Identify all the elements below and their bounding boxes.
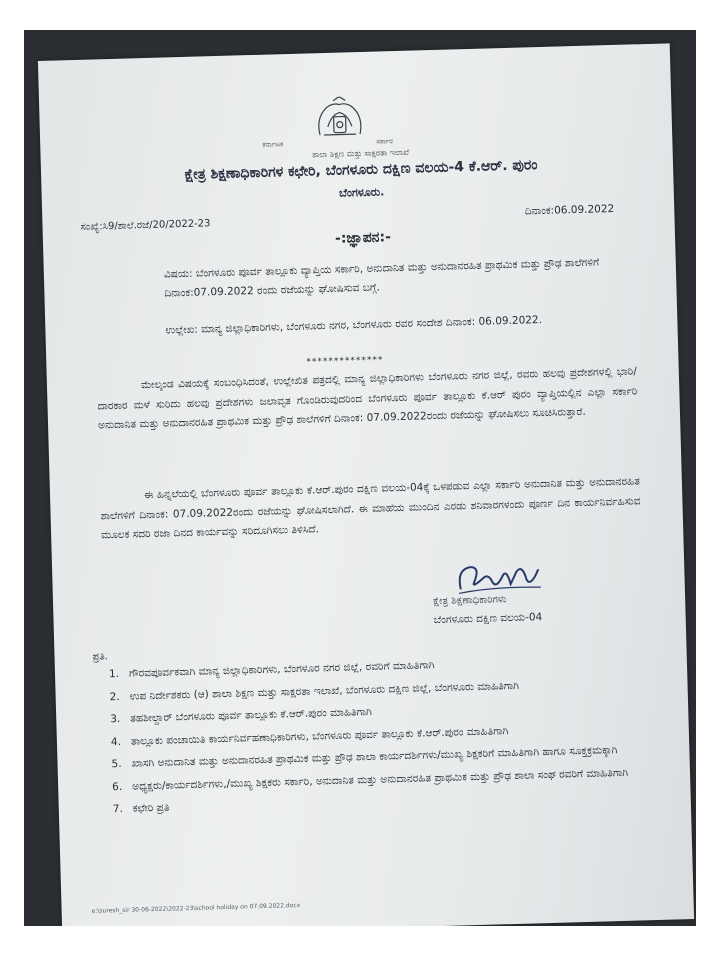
karnataka-emblem-icon	[307, 96, 372, 142]
emblem-caption-right: ಸರ್ಕಾರ	[376, 137, 394, 146]
body-paragraph-1: ಮೇಲ್ಕಂಡ ವಿಷಯಕ್ಕೆ ಸಂಬಂಧಿಸಿದಂತೆ, ಉಲ್ಲೇಖಿತ ಪತ್ರದಲ್ಲಿ ಮಾನ್ಯ ಜಿಲ್ಲಾಧಿಕಾರಿಗಳು ಬೆಂಗಳೂರು ನಗರ ಜಿಲ್ಲೆ, ರವರು ಹಲವು ಪ್ರದೇಶಗಳಲ್ಲಿ ಭಾರಿ/ದಾರಕಾರ ಮಳೆ ಸುರಿದು ಹಲವು ಪ್ರದೇಶಗಳು ಜಲಾವೃತ ಗೊಂಡಿರುವುದರಿಂದ ಬೆಂಗಳೂರು ಪೂರ್ವ ತಾಲ್ಲೂಕು ಕೆ.ಆರ್ ಪುರಂ ವ್ಯಾಪ್ತಿಯಲ್ಲಿನ ಎಲ್ಲಾ ಸರ್ಕಾರಿ ಅನುದಾನಿತ ಮತ್ತು ಅನುದಾನರಹಿತ ಪ್ರಾಥಮಿಕ ಮತ್ತು ಪ್ರೌಢ ಶಾಲೆಗಳಿಗೆ ದಿನಾಂಕ: 07.09.2022ರಂದು ರಜೆಯನ್ನು ಘೋಷಿಸಲು ಸೂಚಿಸಿರುತ್ತಾರೆ.	[97, 365, 638, 432]
document-date: ದಿನಾಂಕ:06.09.2022	[524, 202, 615, 218]
separator-stars: **************	[306, 355, 384, 368]
list-item-text: ಖಾಸಗಿ ಅನುದಾನಿತ ಮತ್ತು ಅನುದಾನರಹಿತ ಪ್ರಾಥಮಿಕ ಮತ್ತು ಪ್ರೌಢ ಶಾಲಾ ಕಾರ್ಯದರ್ಶಿಗಳು/ಮುಖ್ಯ ಶಿಕ್ಷಕರಿಗೆ ಮಾಹಿತಿಗಾಗಿ ಹಾಗೂ ಸೂಕ್ತಕ್ರಮಕ್ಕಾಗಿ	[131, 744, 618, 770]
list-item-number: 4.	[110, 735, 122, 748]
photo-frame	[24, 30, 696, 926]
list-item-text: ತಾಲ್ಲೂಕು ಪಂಚಾಯಿತಿ ಕಾರ್ಯನಿರ್ವಹಣಾಧಿಕಾರಿಗಳು, ಬೆಂಗಳೂರು ಪೂರ್ವ ತಾಲ್ಲೂಕು ಕೆ.ಆರ್.ಪುರಂ ಮಾಹಿತಿಗಾಗಿ	[130, 724, 509, 748]
list-item-text: ಕಛೇರಿ ಪ್ರತಿ	[132, 801, 170, 815]
emblem-caption-left: ಕರ್ನಾಟಕ	[262, 140, 284, 149]
copy-to-label: ಪ್ರತಿ.	[92, 651, 109, 663]
department-name: ಶಾಲಾ ಶಿಕ್ಷಣ ಮತ್ತು ಸಾಕ್ಷರತಾ ಇಲಾಖೆ	[312, 147, 410, 160]
handwritten-signature	[452, 557, 543, 599]
list-item-text: ಗೌರವಪೂರ್ವಕವಾಗಿ ಮಾನ್ಯ ಜಿಲ್ಲಾಧಿಕಾರಿಗಳು, ಬೆಂಗಳೂರ ನಗರ ಜಿಲ್ಲೆ, ರವರಿಗೆ ಮಾಹಿತಿಗಾಗಿ	[128, 659, 435, 680]
signatory-zone: ಬೆಂಗಳೂರು ದಕ್ಷಿಣ ವಲಯ-04	[433, 611, 543, 627]
reference-line: ಉಲ್ಲೇಖ: ಮಾನ್ಯ ಜಿಲ್ಲಾಧಿಕಾರಿಗಳು, ಬೆಂಗಳೂರು ನಗರ, ಬೆಂಗಳೂರು ರವರ ಸಂದೇಶ ದಿನಾಂಕ: 06.09.2022.	[165, 314, 543, 337]
list-item-number: 5.	[111, 757, 122, 771]
office-city: ಬೆಂಗಳೂರು.	[338, 185, 385, 200]
file-path-footer: e:\suresh_sir 30-06-2022\2022-23\school holiday on 07.09.2022.docx	[91, 902, 301, 915]
list-item-number: 7.	[112, 802, 124, 816]
copy-to-list	[109, 650, 643, 822]
list-item-number: 2.	[109, 690, 120, 703]
list-item-number: 1.	[108, 667, 120, 681]
list-item-text: ತಹಶೀಲ್ದಾರ್ ಬೆಂಗಳೂರು ಪೂರ್ವ ತಾಲ್ಲೂಕು ಕೆ.ಆರ್.ಪುರಂ ಮಾಹಿತಿಗಾಗಿ	[130, 705, 372, 725]
signatory-designation: ಕ್ಷೇತ್ರ ಶಿಕ್ಷಣಾಧಿಕಾರಿಗಳು	[432, 594, 507, 608]
reference-number: ಸಂಖ್ಯೆ:ಸಿ9/ಶಾಲೆ.ರಜೆ/20/2022-23	[80, 218, 211, 233]
body-paragraph-2: ಈ ಹಿನ್ನಲೆಯಲ್ಲಿ ಬೆಂಗಳೂರು ಪೂರ್ವ ತಾಲ್ಲೂಕು ಕೆ.ಆರ್.ಪುರಂ ದಕ್ಷಿಣ ವಲಯ-04ಕ್ಕೆ ಒಳಪಡುವ ಎಲ್ಲಾ ಸರ್ಕಾರಿ ಅನುದಾನಿತ ಮತ್ತು ಅನುದಾನರಹಿತ ಶಾಲೆಗಳಿಗೆ ದಿನಾಂಕ: 07.09.2022ರಂದು ರಜೆಯನ್ನು ಘೋಷಿಸಲಾಗಿದೆ. ಈ ಮಾಹೆಯ ಮುಂದಿನ ಎರಡು ಶನಿವಾರಗಳಂದು ಪೂರ್ಣ ದಿನ ಕಾರ್ಯನಿರ್ವಹಿಸುವ ಮೂಲಕ ಸದರಿ ರಜಾ ದಿನದ ಕಾರ್ಯವನ್ನು ಸರಿದೂಗಿಸಲು ತಿಳಿಸಿದೆ.	[100, 475, 641, 542]
document-page	[38, 43, 694, 926]
list-item-text: ಉಪ ನಿರ್ದೇಶಕರು (ಆ) ಶಾಲಾ ಶಿಕ್ಷಣ ಮತ್ತು ಸಾಕ್ಷರತಾ ಇಲಾಖೆ, ಬೆಂಗಳೂರು ದಕ್ಷಿಣ ಜಿಲ್ಲೆ, ಬೆಂಗಳೂರು ಮಾಹಿತಿಗಾಗಿ	[129, 679, 520, 703]
subject-line: ವಿಷಯ: ಬೆಂಗಳೂರು ಪೂರ್ವ ತಾಲ್ಲೂಕು ವ್ಯಾಪ್ತಿಯ ಸರ್ಕಾರಿ, ಅನುದಾನಿತ ಮತ್ತು ಅನುದಾನರಹಿತ ಪ್ರಾಥಮಿಕ ಮತ್ತು ಪ್ರೌಢ ಶಾಲೆಗಳಿಗೆ ದಿನಾಂಕ:07.09.2022 ರಂದು ರಜೆಯನ್ನು ಘೋಷಿಸುವ ಬಗ್ಗೆ.	[163, 256, 600, 300]
office-title: ಕ್ಷೇತ್ರ ಶಿಕ್ಷಣಾಧಿಕಾರಿಗಳ ಕಛೇರಿ, ಬೆಂಗಳೂರು ದಕ್ಷಿಣ ವಲಯ-4 ಕೆ.ಆರ್. ಪುರಂ	[184, 157, 538, 183]
list-item-text: ಅಧ್ಯಕ್ಷರು/ಕಾರ್ಯದರ್ಶಿಗಳು,/ಮುಖ್ಯ ಶಿಕ್ಷಕರು ಸರ್ಕಾರಿ, ಅನುದಾನಿತ ಮತ್ತು ಅನುದಾನರಹಿತ ಪ್ರಾಥಮಿಕ ಮತ್ತು ಪ್ರೌಢ ಶಾಲಾ ಸಂಘ ರವರಿಗೆ ಮಾಹಿತಿಗಾಗಿ	[132, 766, 629, 793]
list-item-number: 6.	[112, 780, 123, 793]
list-item-number: 3.	[110, 712, 121, 726]
memo-heading: -:ಜ್ಞಾಪನ:-	[334, 229, 392, 247]
